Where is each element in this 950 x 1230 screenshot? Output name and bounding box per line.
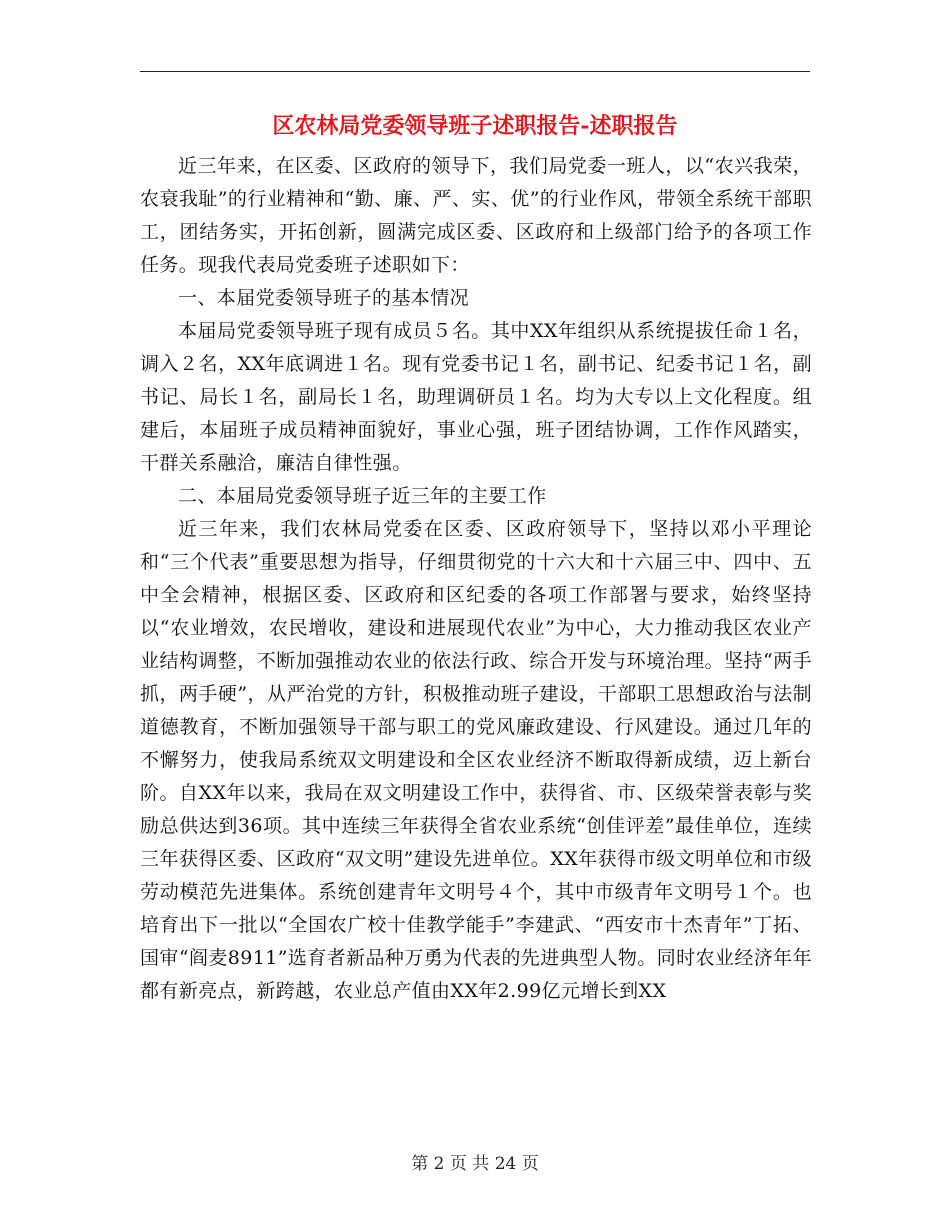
section-2-paragraph: 近三年来，我们农林局党委在区委、区政府领导下，坚持以邓小平理论和“三个代表”重要思想为指导，仔细贯彻党的十六大和十六届三中、四中、五中全会精神，根据区委、区政府和区纪委的各项工作部署与要求，始终坚持以“农业增效，农民增收，建设和进展现代农业”为中心，大力推动我区农业产业结构调整，不断加强推动农业的依法行政、综合开发与环境治理。坚持“两手抓，两手硬”，从严治党的方针，积极推动班子建设，干部职工思想政治与法制道德教育，不断加强领导干部与职工的党风廉政建设、行风建设。通过几年的不懈努力，使我局系统双文明建设和全区农业经济不断取得新成绩，迈上新台阶。自XX年以来，我局在双文明建设工作中，获得省、市、区级荣誉表彰与奖励总供达到36项。其中连续三年获得全省农业系统“创佳评差”最佳单位，连续三年获得区委、区政府“双文明”建设先进单位。XX年获得市级文明单位和市级劳动模范先进集体。系统创建青年文明号４个，其中市级青年文明号１个。也培育出下一批以“全国农广校十佳教学能手”李建武、“西安市十杰青年”丁拓、国审“阎麦8911”选育者新品种万勇为代表的先进典型人物。同时农业经济年年都有新亮点，新跨越，农业总产值由XX年2.99亿元增长到XX bbox=[140, 518, 812, 1002]
header-rule bbox=[140, 71, 810, 72]
document-body bbox=[140, 150, 812, 1008]
section-heading-1: 一、本届党委领导班子的基本情况 bbox=[178, 287, 470, 309]
intro-paragraph: 近三年来，在区委、区政府的领导下，我们局党委一班人，以“农兴我荣，农衰我耻”的行业精神和“勤、廉、严、实、优”的行业作风，带领全系统干部职工，团结务实，开拓创新，圆满完成区委、区政府和上级部门给予的各项工作任务。现我代表局党委班子述职如下： bbox=[140, 155, 812, 276]
section-1-paragraph: 本届局党委领导班子现有成员５名。其中XX年组织从系统提拔任命１名，调入２名，XX年底调进１名。现有党委书记１名，副书记、纪委书记１名，副书记、局长１名，副局长１名，助理调研员１名。均为大专以上文化程度。组建后，本届班子成员精神面貌好，事业心强，班子团结协调，工作作风踏实，干群关系融洽，廉洁自律性强。 bbox=[140, 320, 812, 474]
section-heading-2: 二、本届局党委领导班子近三年的主要工作 bbox=[178, 485, 547, 507]
page-number: 第 2 页 共 24 页 bbox=[411, 1154, 539, 1174]
document-title: 区农林局党委领导班子述职报告-述职报告 bbox=[272, 113, 678, 139]
